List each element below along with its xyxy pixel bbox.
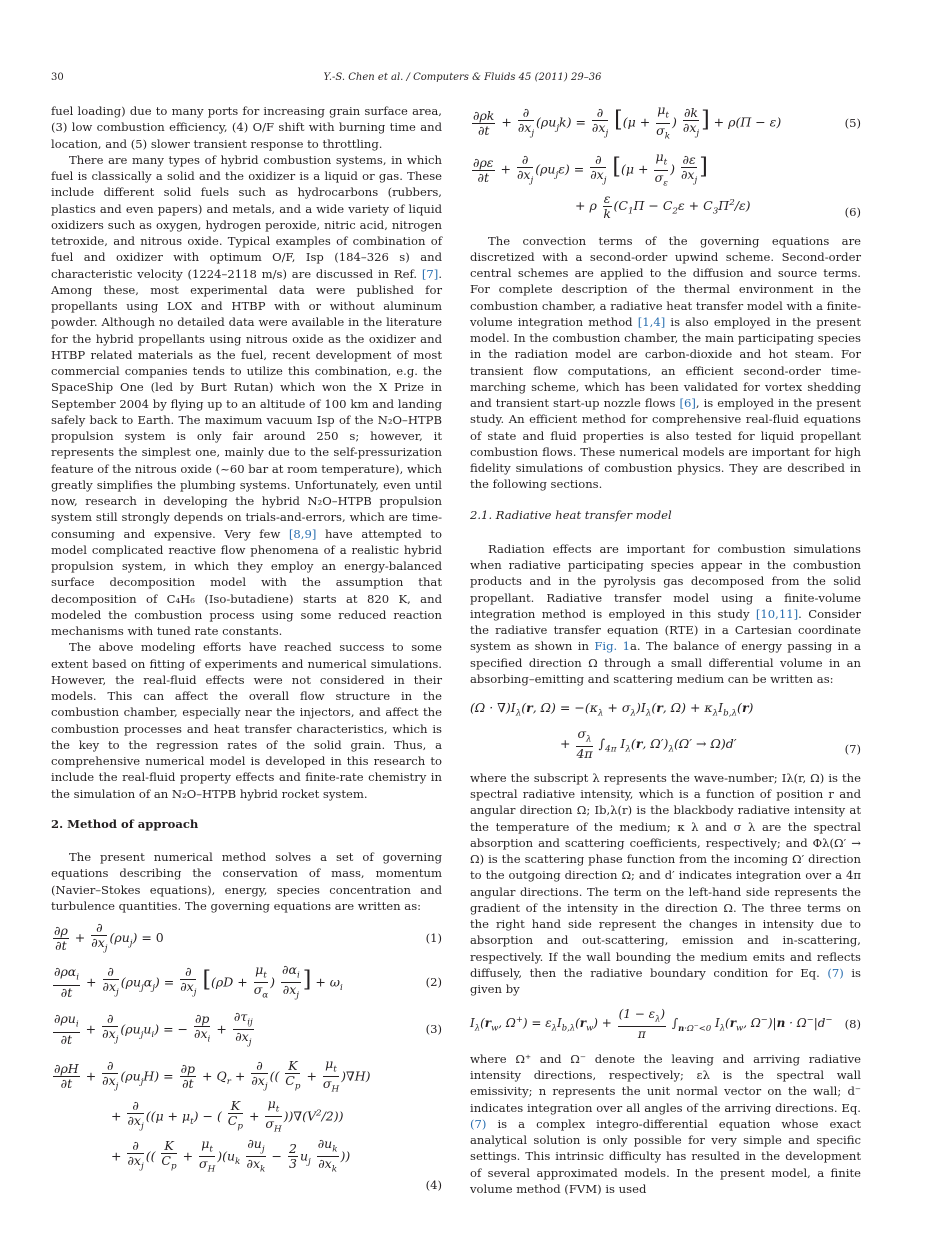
equation-number: (3)	[425, 1022, 442, 1037]
left-column	[51, 103, 442, 1193]
equation-7: $(\Omega \cdot \nabla)I_\lambda(r$, $\Omega) = -(\kappa_\lambda + \sigma_\lambda)I_\lambda(r$, $\Omega) + \kappa_\lambda I_{b,\lambda}(r)$ + $\frac{\sigma_\lambda}{4\pi}$ $\int_{4\pi}$ $I_\lambda(r$, $\Omega')_\lambda(\Omega' \to \Omega)d'$ (7)	[470, 700, 861, 762]
paragraph: The above modeling efforts have reached success to some extent based on fitting of experiments and numerical simulations. However, the real-fluid effects were not considered in their models. This can affect the overall flow structure in the combustion chamber, especially near the injectors, and affect the combustion processes and heat transfer characteristics, which is the key to the regression rates of the solid grain. Thus, a comprehensive numerical model is developed in this research to include the real-fluid property effects and finite-rate chemistry in the simulation of an N₂O–HTPB hybrid rocket system.	[51, 640, 442, 801]
citation-link[interactable]: [10,11]	[755, 606, 799, 621]
subsection-heading: 2.1. Radiative heat transfer model	[470, 507, 672, 522]
paragraph: The present numerical method solves a set of governing equations describing the conservation of mass, momentum (Navier–Stokes equations), energy, species concentration and turbulence quantities. The governing equations are written as:	[51, 850, 442, 913]
paragraph: where Ω⁺ and Ω⁻ denote the leaving and arriving radiative intensity directions, respectively; ελ is the spectral wall emissivity; n represents the unit normal vector on the wall; d⁻ indicates integration over all angles of the arriving directions. Eq. (7) is a complex integro-differential equation whose exact analytical solution is only possible for very simple and specific settings. This intrinsic difficulty has resulted in the development of several approximated models. In the present model, a finite volume method (FVM) is used	[470, 1051, 861, 1196]
paragraph: The convection terms of the governing equations are discretized with a second-order upwind scheme. Second-order central schemes are applied to the diffusion and source terms. For complete description of the thermal environment in the combustion chamber, a radiative heat transfer model with a finite-volume integration method [1,4] is also employed in the present model. In the combustion chamber, the main participating species in the radiation model are carbon-dioxide and hot steam. For transient flow computations, an efficient second-order time-marching scheme, which has been validated for vortex shedding and transient start-up nozzle flows [6], is employed in the present study. An efficient method for comprehensive real-fluid equations of state and fluid properties is also tested for liquid propellant combustion flows. These numerical models are important for high fidelity simulations of combustion physics. They are described in the following sections.	[470, 233, 861, 492]
equation-link[interactable]: (7)	[827, 965, 844, 980]
equation-number: (8)	[844, 1016, 861, 1031]
equation-8: $I_\lambda(r_w$, $\Omega^+) = \varepsilon_\lambda I_{b,\lambda}(r_w)$ + $\frac{(1 - \varepsilon_\lambda)}{\pi}$ $\int_{n\cdot\Omega^-<0}$ $I_\lambda(r_w$, Ω−)|n · Ω−|d− (8)	[470, 1007, 861, 1041]
citation-link[interactable]: [1,4]	[637, 314, 666, 329]
right-column	[470, 103, 861, 1197]
equation-6: $\frac{\partial\rho\varepsilon}{\partial t}$ + $\frac{\partial}{\partial x_j}$ $(\rho u_j\varepsilon)$ = $\frac{\partial}{\partial x_j}$ [(μ + $\frac{\mu_t}{\sigma_\varepsilon}$ ) $\frac{\partial\varepsilon}{\partial x_j}$ ] + ρ $\frac{\varepsilon}{k}$ $(C_1\Pi - C_2\varepsilon + C_3\Pi^2/\varepsilon)$ (6)	[470, 150, 861, 225]
section-heading: 2. Method of approach	[51, 816, 199, 831]
paragraph: There are many types of hybrid combustion systems, in which fuel is classically a solid and the oxidizer is a liquid or gas. These include different solid fuels such as hydrocarbons (rubbers, plastics and even papers) and metals, and a wide variety of liquid oxidizers such as oxygen, hydrogen peroxide, nitric acid, nitrogen tetroxide, and nitrous oxide. Typical examples of combination of fuel and oxidizer with optimum O/F, Isp (184–326 s) and characteristic velocity (1224–2118 m/s) are discussed in Ref. [7]. Among these, most experimental data were published for propellants using LOX and HTBP with or without aluminum powder. Although no detailed data were available in the literature for the hybrid propellants using nitrous oxide as the oxidizer and HTBP related materials as the fuel, recent development of most commercial companies tends to utilize this combination, e.g. the SpaceShip One (led by Burt Rutan) which won the X Prize in September 2004 by flying up to an altitude of 100 km and landing safely back to Earth. The maximum vacuum Isp of the N₂O–HTPB propulsion system is only fair around 250 s; however, it represents the simplest one, mainly due to the self-pressurization feature of the nitrous oxide (~60 bar at room temperature), which greatly simplifies the plumbing systems. Unfortunately, even until now, research in developing the hybrid N₂O–HTPB propulsion system still strongly depends on trials-and-errors, which are time-consuming and expensive. Very few [8,9] have attempted to model complicated reactive flow phenomena of a realistic hybrid propulsion system, in which they employ an energy-balanced surface decomposition model with the assumption that decomposition of C₄H₆ (Iso-butadiene) starts at 820 K, and modeled the combustion process using some reduced reaction mechanisms with tuned rate constants.	[51, 152, 442, 638]
equation-4: $\frac{\partial\rho H}{\partial t}$ + $\frac{\partial}{\partial x_j}$ $(\rho u_jH)$ = $\frac{\partial p}{\partial t}$ + $Q_r$ + $\frac{\partial}{\partial x_j}$ (( $\frac{K}{C_p}$ + $\frac{\mu_t}{\sigma_H}$ )∇H) + $\frac{\partial}{\partial x_j}$ ($(\mu + \mu_t)$ − ( $\frac{K}{C_p}$ + $\frac{\mu_t}{\sigma_H}$ ))$\nabla(V^2/2)$) + $\frac{\partial}{\partial x_j}$ (( $\frac{K}{C_p}$ + $\frac{\mu_t}{\sigma_H}$ )($u_k$ $\frac{\partial u_j}{\partial x_k}$ − $\frac{2}{3}$ $u_j$ $\frac{\partial u_k}{\partial x_k}$ )) (4)	[54, 1055, 442, 1192]
running-head: Y.-S. Chen et al. / Computers & Fluids 45 (2011) 29–36	[323, 72, 602, 83]
equation-3: $\frac{\partial\rho u_i}{\partial t}$ + $\frac{\partial}{\partial x_j}$ $(\rho u_ju_i)$ = − $\frac{\partial p}{\partial x_i}$ + $\frac{\partial\tau_{ij}}{\partial x_j}$ (3)	[54, 1008, 442, 1048]
equation-number: (4)	[425, 1177, 442, 1192]
figure-link[interactable]: Fig. 1	[594, 639, 630, 654]
equation-number: (5)	[844, 115, 861, 130]
page-header	[0, 70, 925, 90]
equation-5: $\frac{\partial\rho k}{\partial t}$ + $\frac{\partial}{\partial x_j}$ $(\rho u_jk)$ = $\frac{\partial}{\partial x_j}$ [(μ + $\frac{\mu_t}{\sigma_k}$ ) $\frac{\partial k}{\partial x_j}$ ] + ρ(Π − ε) (5)	[473, 102, 861, 141]
equation-number: (7)	[844, 741, 861, 756]
equation-number: (1)	[425, 931, 442, 946]
paragraph: Radiation effects are important for combustion simulations when radiative participating species appear in the combustion products and in the pyrolysis gas decomposed from the solid propellant. Radiative transfer model using a finite-volume integration method is employed in this study [10,11]. Consider the radiative transfer equation (RTE) in a Cartesian coordinate system as shown in Fig. 1a. The balance of energy passing in a specified direction Ω through a small differential volume in an absorbing–emitting and scattering medium can be written as:	[470, 541, 862, 686]
citation-link[interactable]: [7]	[421, 266, 439, 281]
equation-1: $\frac{\partial\rho}{\partial t}$ + $\frac{\partial}{\partial x_j}$ $(\rho u_j) = 0$ (1)	[54, 920, 442, 954]
citation-link[interactable]: [6]	[679, 396, 696, 411]
equation-2: $\frac{\partial\rho\alpha_i}{\partial t}$ + $\frac{\partial}{\partial x_j}$ $(\rho u_j\alpha_j)$ = $\frac{\partial}{\partial x_j}$ [(ρD + $\frac{\mu_t}{\sigma_\alpha}$ ) $\frac{\partial\alpha_i}{\partial x_j}$ ] + $\omega_i$ (2)	[54, 961, 442, 1001]
equation-number: (2)	[425, 975, 442, 990]
equation-number: (6)	[844, 204, 861, 219]
page-number: 30	[51, 72, 64, 83]
equation-link[interactable]: (7)	[470, 1116, 487, 1131]
citation-link[interactable]: [8,9]	[288, 526, 317, 541]
paragraph: fuel loading) due to many ports for increasing grain surface area, (3) low combustion efficiency, (4) O/F shift with burning time and location, and (5) slower transient response to throttling.	[51, 104, 442, 151]
paragraph: where the subscript λ represents the wave-number; Iλ(r, Ω) is the spectral radiative intensity, which is a function of position r and angular direction Ω; Ib,λ(r) is the blackbody radiative intensity at the temperature of the medium; κ λ and σ λ are the spectral absorption and scattering coefficients, respectively; and Φλ(Ω′ → Ω) is the scattering phase function from the incoming Ω′ direction to the outgoing direction Ω; and d′ indicates integration over a 4π angular directions. The term on the left-hand side represents the gradient of the intensity in the direction Ω. The three terms on the right hand side represent the changes in intensity due to absorption and out-scattering, emission and in-scattering, respectively. If the wall bounding the medium emits and reflects diffusely, then the radiative boundary condition for Eq. (7) is given by	[470, 770, 861, 997]
